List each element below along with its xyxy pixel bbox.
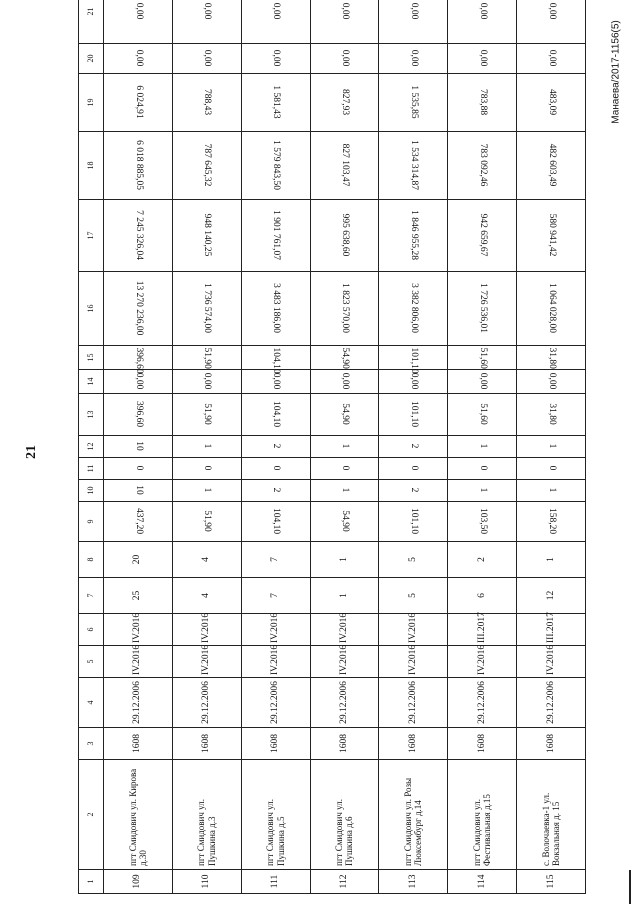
cell-col-15: 51,60	[448, 346, 517, 370]
cell-col-15: 31,80	[517, 346, 586, 370]
cell-col-7: 25	[104, 578, 173, 614]
cell-col-18: 787 645,32	[172, 132, 241, 200]
cell-col-12: 1	[517, 436, 586, 458]
cell-col-7: 7	[241, 578, 310, 614]
cell-col-1: 114	[448, 870, 517, 894]
cell-col-12: 2	[241, 436, 310, 458]
page-number: 21	[24, 445, 39, 459]
cell-col-16: 1 736 574,00	[172, 272, 241, 346]
col-number: 9	[79, 502, 104, 542]
cell-col-14: 0,00	[172, 370, 241, 394]
cell-col-8: 5	[379, 542, 448, 578]
cell-col-8: 4	[172, 542, 241, 578]
cell-col-7: 4	[172, 578, 241, 614]
cell-col-16: 1 823 570,00	[310, 272, 379, 346]
cell-col-20: 0,00	[448, 44, 517, 74]
cell-col-10: 1	[172, 480, 241, 502]
rotated-table	[78, 3, 586, 894]
col-number: 18	[79, 132, 104, 200]
cell-col-11: 0	[104, 458, 173, 480]
cell-col-19: 6 024,91	[104, 74, 173, 132]
cell-col-18: 6 018 885,05	[104, 132, 173, 200]
cell-col-3: 1608	[241, 728, 310, 760]
cell-col-5: IV.2016	[379, 646, 448, 678]
cell-col-2: пгт Смидович ул. Пушкина д.6	[310, 760, 379, 870]
header-row	[79, 0, 104, 894]
table-row	[241, 0, 310, 894]
cell-col-6: IV.2016	[379, 614, 448, 646]
cell-col-15: 54,90	[310, 346, 379, 370]
cell-col-16: 3 382 806,00	[379, 272, 448, 346]
cell-col-18: 827 103,47	[310, 132, 379, 200]
cell-col-8: 1	[517, 542, 586, 578]
cell-col-15: 104,10	[241, 346, 310, 370]
col-number: 13	[79, 394, 104, 436]
cell-col-14: 0,00	[241, 370, 310, 394]
col-number: 10	[79, 480, 104, 502]
cell-col-13: 101,10	[379, 394, 448, 436]
col-number: 15	[79, 346, 104, 370]
cell-col-7: 12	[517, 578, 586, 614]
col-number: 2	[79, 760, 104, 870]
cell-col-15: 396,60	[104, 346, 173, 370]
cell-col-8: 7	[241, 542, 310, 578]
cell-col-14: 0,00	[310, 370, 379, 394]
cell-col-20: 0,00	[172, 44, 241, 74]
cell-col-21: 0,00	[448, 0, 517, 44]
cell-col-1: 113	[379, 870, 448, 894]
cell-col-5: IV.2016	[448, 646, 517, 678]
cell-col-21: 0,00	[379, 0, 448, 44]
cell-col-15: 51,90	[172, 346, 241, 370]
col-number: 7	[79, 578, 104, 614]
cell-col-10: 1	[517, 480, 586, 502]
cell-col-6: IV.2016	[172, 614, 241, 646]
cell-col-8: 1	[310, 542, 379, 578]
cell-col-4: 29.12.2006	[379, 678, 448, 728]
cell-col-1: 111	[241, 870, 310, 894]
col-number: 17	[79, 200, 104, 272]
cell-col-13: 104,10	[241, 394, 310, 436]
cell-col-1: 112	[310, 870, 379, 894]
cell-col-17: 995 638,60	[310, 200, 379, 272]
cell-col-9: 54,90	[310, 502, 379, 542]
cell-col-2: пгт Смидович ул. Розы Люксембург д.14	[379, 760, 448, 870]
table-body	[79, 0, 586, 894]
cell-col-6: IV.2016	[310, 614, 379, 646]
col-number: 21	[79, 0, 104, 44]
cell-col-14: 0,00	[517, 370, 586, 394]
table-row	[172, 0, 241, 894]
table-row	[104, 0, 173, 894]
cell-col-1: 115	[517, 870, 586, 894]
cell-col-3: 1608	[379, 728, 448, 760]
cell-col-9: 104,10	[241, 502, 310, 542]
cell-col-11: 0	[310, 458, 379, 480]
cell-col-10: 1	[448, 480, 517, 502]
cell-col-5: IV.2016	[310, 646, 379, 678]
cell-col-3: 1608	[517, 728, 586, 760]
cell-col-13: 51,90	[172, 394, 241, 436]
cell-col-19: 1 535,85	[379, 74, 448, 132]
cell-col-15: 101,10	[379, 346, 448, 370]
cell-col-11: 0	[172, 458, 241, 480]
cell-col-4: 29.12.2006	[448, 678, 517, 728]
cell-col-6: IV.2016	[241, 614, 310, 646]
cell-col-13: 51,60	[448, 394, 517, 436]
cell-col-11: 0	[379, 458, 448, 480]
table-row	[448, 0, 517, 894]
cell-col-7: 1	[310, 578, 379, 614]
cell-col-17: 948 140,25	[172, 200, 241, 272]
cell-col-7: 5	[379, 578, 448, 614]
cell-col-17: 942 659,67	[448, 200, 517, 272]
cell-col-14: 0,00	[104, 370, 173, 394]
cell-col-19: 1 581,43	[241, 74, 310, 132]
cell-col-12: 2	[379, 436, 448, 458]
cell-col-3: 1608	[104, 728, 173, 760]
cell-col-16: 1 726 536,01	[448, 272, 517, 346]
cell-col-4: 29.12.2006	[310, 678, 379, 728]
cell-col-9: 103,50	[448, 502, 517, 542]
cell-col-8: 20	[104, 542, 173, 578]
cell-col-10: 2	[241, 480, 310, 502]
cell-col-16: 1 064 028,00	[517, 272, 586, 346]
cell-col-17: 7 245 326,04	[104, 200, 173, 272]
cell-col-3: 1608	[448, 728, 517, 760]
cell-col-9: 101,10	[379, 502, 448, 542]
col-number: 1	[79, 870, 104, 894]
table-row	[379, 0, 448, 894]
col-number: 12	[79, 436, 104, 458]
cell-col-13: 31,80	[517, 394, 586, 436]
cell-col-8: 2	[448, 542, 517, 578]
col-number: 4	[79, 678, 104, 728]
cell-col-5: IV.2016	[241, 646, 310, 678]
col-number: 11	[79, 458, 104, 480]
col-number: 6	[79, 614, 104, 646]
cell-col-6: III.2017	[448, 614, 517, 646]
cell-col-17: 1 901 761,07	[241, 200, 310, 272]
col-number: 5	[79, 646, 104, 678]
cell-col-4: 29.12.2006	[104, 678, 173, 728]
cell-col-5: IV.2016	[104, 646, 173, 678]
col-number: 20	[79, 44, 104, 74]
cell-col-18: 783 092,46	[448, 132, 517, 200]
cell-col-14: 0,00	[448, 370, 517, 394]
cell-col-10: 1	[310, 480, 379, 502]
cell-col-12: 1	[448, 436, 517, 458]
cell-col-21: 0,00	[310, 0, 379, 44]
cell-col-14: 0,00	[379, 370, 448, 394]
cell-col-13: 396,60	[104, 394, 173, 436]
cell-col-12: 1	[310, 436, 379, 458]
cell-col-20: 0,00	[517, 44, 586, 74]
cell-col-20: 0,00	[379, 44, 448, 74]
cell-col-19: 483,09	[517, 74, 586, 132]
cell-col-2: пгт Смидович ул. Пушкина д.3	[172, 760, 241, 870]
cell-col-7: 6	[448, 578, 517, 614]
cell-col-5: IV.2016	[517, 646, 586, 678]
cell-col-10: 10	[104, 480, 173, 502]
table-frame	[78, 3, 586, 894]
cell-col-1: 110	[172, 870, 241, 894]
cell-col-13: 54,90	[310, 394, 379, 436]
cell-col-17: 1 846 955,28	[379, 200, 448, 272]
cell-col-12: 1	[172, 436, 241, 458]
scan-edge-mark	[629, 870, 631, 904]
cell-col-3: 1608	[310, 728, 379, 760]
cell-col-2: пгт Смидович ул. Пушкина д.5	[241, 760, 310, 870]
table-row	[310, 0, 379, 894]
cell-col-18: 1 579 843,50	[241, 132, 310, 200]
cell-col-1: 109	[104, 870, 173, 894]
cell-col-16: 13 270 236,00	[104, 272, 173, 346]
cell-col-19: 827,93	[310, 74, 379, 132]
col-number: 19	[79, 74, 104, 132]
table-row	[517, 0, 586, 894]
cell-col-2: пгт Смидович ул. Кирова д.30	[104, 760, 173, 870]
cell-col-18: 1 534 314,87	[379, 132, 448, 200]
cell-col-9: 51,90	[172, 502, 241, 542]
cell-col-17: 580 941,42	[517, 200, 586, 272]
cell-col-11: 0	[448, 458, 517, 480]
cell-col-4: 29.12.2006	[241, 678, 310, 728]
document-stamp: Манаева/2017-1156(5)	[610, 20, 622, 124]
cell-col-18: 482 603,49	[517, 132, 586, 200]
cell-col-11: 0	[241, 458, 310, 480]
cell-col-20: 0,00	[241, 44, 310, 74]
cell-col-9: 437,20	[104, 502, 173, 542]
cell-col-6: IV.2016	[104, 614, 173, 646]
col-number: 3	[79, 728, 104, 760]
cell-col-21: 0,00	[104, 0, 173, 44]
cell-col-9: 158,20	[517, 502, 586, 542]
cell-col-11: 0	[517, 458, 586, 480]
cell-col-21: 0,00	[172, 0, 241, 44]
col-number: 16	[79, 272, 104, 346]
cell-col-3: 1608	[172, 728, 241, 760]
cell-col-12: 10	[104, 436, 173, 458]
cell-col-6: III.2017	[517, 614, 586, 646]
cell-col-21: 0,00	[517, 0, 586, 44]
cell-col-4: 29.12.2006	[517, 678, 586, 728]
cell-col-21: 0,00	[241, 0, 310, 44]
col-number: 8	[79, 542, 104, 578]
cell-col-2: с. Волочаевка-1 ул. Вокзальная д. 15	[517, 760, 586, 870]
cell-col-19: 783,88	[448, 74, 517, 132]
cell-col-4: 29.12.2006	[172, 678, 241, 728]
cell-col-20: 0,00	[310, 44, 379, 74]
cell-col-2: пгт Смидович ул. Фестивальная д.15	[448, 760, 517, 870]
cell-col-16: 3 483 186,00	[241, 272, 310, 346]
cell-col-20: 0,00	[104, 44, 173, 74]
cell-col-10: 2	[379, 480, 448, 502]
cell-col-5: IV.2016	[172, 646, 241, 678]
cell-col-19: 788,43	[172, 74, 241, 132]
data-table	[78, 0, 586, 894]
col-number: 14	[79, 370, 104, 394]
